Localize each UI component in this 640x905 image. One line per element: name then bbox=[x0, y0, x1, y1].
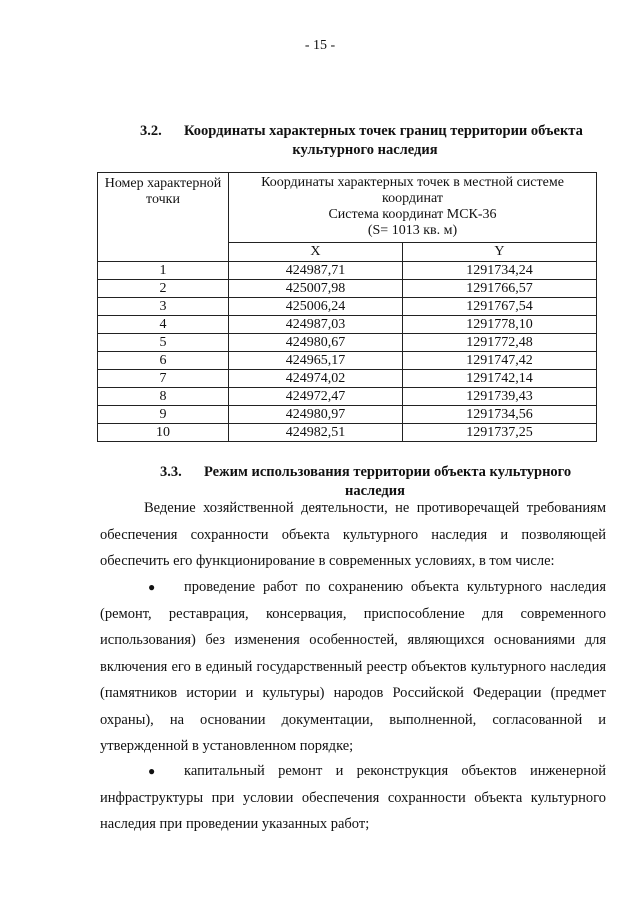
cell-number: 6 bbox=[98, 352, 229, 370]
cell-x: 424982,51 bbox=[229, 424, 403, 442]
bullet-icon: ● bbox=[148, 764, 156, 778]
header-point-number: Номер характерной точки bbox=[98, 173, 229, 262]
table-row bbox=[98, 316, 597, 334]
list-item bbox=[100, 574, 606, 760]
cell-y: 1291734,24 bbox=[402, 262, 596, 280]
cell-y: 1291739,43 bbox=[402, 388, 596, 406]
cell-y: 1291747,42 bbox=[402, 352, 596, 370]
list-item-text: капитальный ремонт и реконструкция объектов инженерной инфраструктуры при условии обеспечения сохранности объекта культурного наследия при проведении указанных работ; bbox=[100, 763, 606, 832]
cell-number: 1 bbox=[98, 262, 229, 280]
cell-x: 424987,71 bbox=[229, 262, 403, 280]
section-3-3-title-line1: Режим использования территории объекта культурного bbox=[204, 464, 572, 480]
cell-number: 3 bbox=[98, 298, 229, 316]
table-row bbox=[98, 262, 597, 280]
table-row bbox=[98, 352, 597, 370]
cell-x: 424980,97 bbox=[229, 406, 403, 424]
cell-y: 1291734,56 bbox=[402, 406, 596, 424]
header-coords-line3: (S= 1013 кв. м) bbox=[367, 223, 458, 238]
list-item bbox=[100, 758, 606, 838]
cell-number: 9 bbox=[98, 406, 229, 424]
table-row bbox=[98, 406, 597, 424]
header-y: Y bbox=[402, 243, 596, 262]
cell-x: 424980,67 bbox=[229, 334, 403, 352]
intro-text: Ведение хозяйственной деятельности, не противоречащей требованиям обеспечения сохранности объекта культурного наследия и позволяющей обеспечить его функционирование в современных условиях, в том числе: bbox=[100, 500, 606, 569]
cell-y: 1291778,10 bbox=[402, 316, 596, 334]
cell-y: 1291772,48 bbox=[402, 334, 596, 352]
cell-y: 1291737,25 bbox=[402, 424, 596, 442]
cell-number: 7 bbox=[98, 370, 229, 388]
header-coords-line2: Система координат МСК-36 bbox=[328, 207, 497, 222]
table-header-row bbox=[98, 173, 597, 243]
cell-number: 4 bbox=[98, 316, 229, 334]
cell-y: 1291766,57 bbox=[402, 280, 596, 298]
section-3-3-title-line2: наследия bbox=[345, 483, 405, 499]
table-row bbox=[98, 370, 597, 388]
cell-y: 1291767,54 bbox=[402, 298, 596, 316]
page-number: - 15 - bbox=[304, 38, 336, 53]
cell-number: 2 bbox=[98, 280, 229, 298]
cell-x: 424972,47 bbox=[229, 388, 403, 406]
header-x: X bbox=[229, 243, 403, 262]
header-coordinates bbox=[229, 173, 597, 243]
cell-y: 1291742,14 bbox=[402, 370, 596, 388]
table-row bbox=[98, 424, 597, 442]
table-row bbox=[98, 388, 597, 406]
header-coords-line1: Координаты характерных точек в местной системе координат bbox=[261, 175, 564, 206]
cell-x: 425007,98 bbox=[229, 280, 403, 298]
section-3-2-number: 3.2. bbox=[140, 123, 162, 139]
cell-x: 424974,02 bbox=[229, 370, 403, 388]
cell-number: 5 bbox=[98, 334, 229, 352]
section-3-2-title-line1: Координаты характерных точек границ территории объекта bbox=[184, 123, 583, 139]
section-3-3-number: 3.3. bbox=[160, 464, 182, 480]
cell-number: 10 bbox=[98, 424, 229, 442]
cell-number: 8 bbox=[98, 388, 229, 406]
intro-paragraph bbox=[100, 495, 606, 575]
list-item-text: проведение работ по сохранению объекта культурного наследия (ремонт, реставрация, консервация, приспособление для современного использования) без изменения особенностей, являющихся основаниями для включения его в единый государственный реестр объектов культурного наследия (памятников истории и культуры) народов Российской Федерации (предмет охраны), на основании документации, выполненной, согласованной и утвержденной в установленном порядке; bbox=[100, 579, 606, 754]
cell-x: 425006,24 bbox=[229, 298, 403, 316]
table-row bbox=[98, 298, 597, 316]
table-row bbox=[98, 280, 597, 298]
section-3-2-heading bbox=[140, 122, 620, 160]
cell-x: 424965,17 bbox=[229, 352, 403, 370]
coordinates-table bbox=[97, 172, 597, 442]
table-row bbox=[98, 334, 597, 352]
cell-x: 424987,03 bbox=[229, 316, 403, 334]
section-3-2-title-line2: культурного наследия bbox=[292, 142, 438, 158]
bullet-icon: ● bbox=[148, 580, 156, 594]
